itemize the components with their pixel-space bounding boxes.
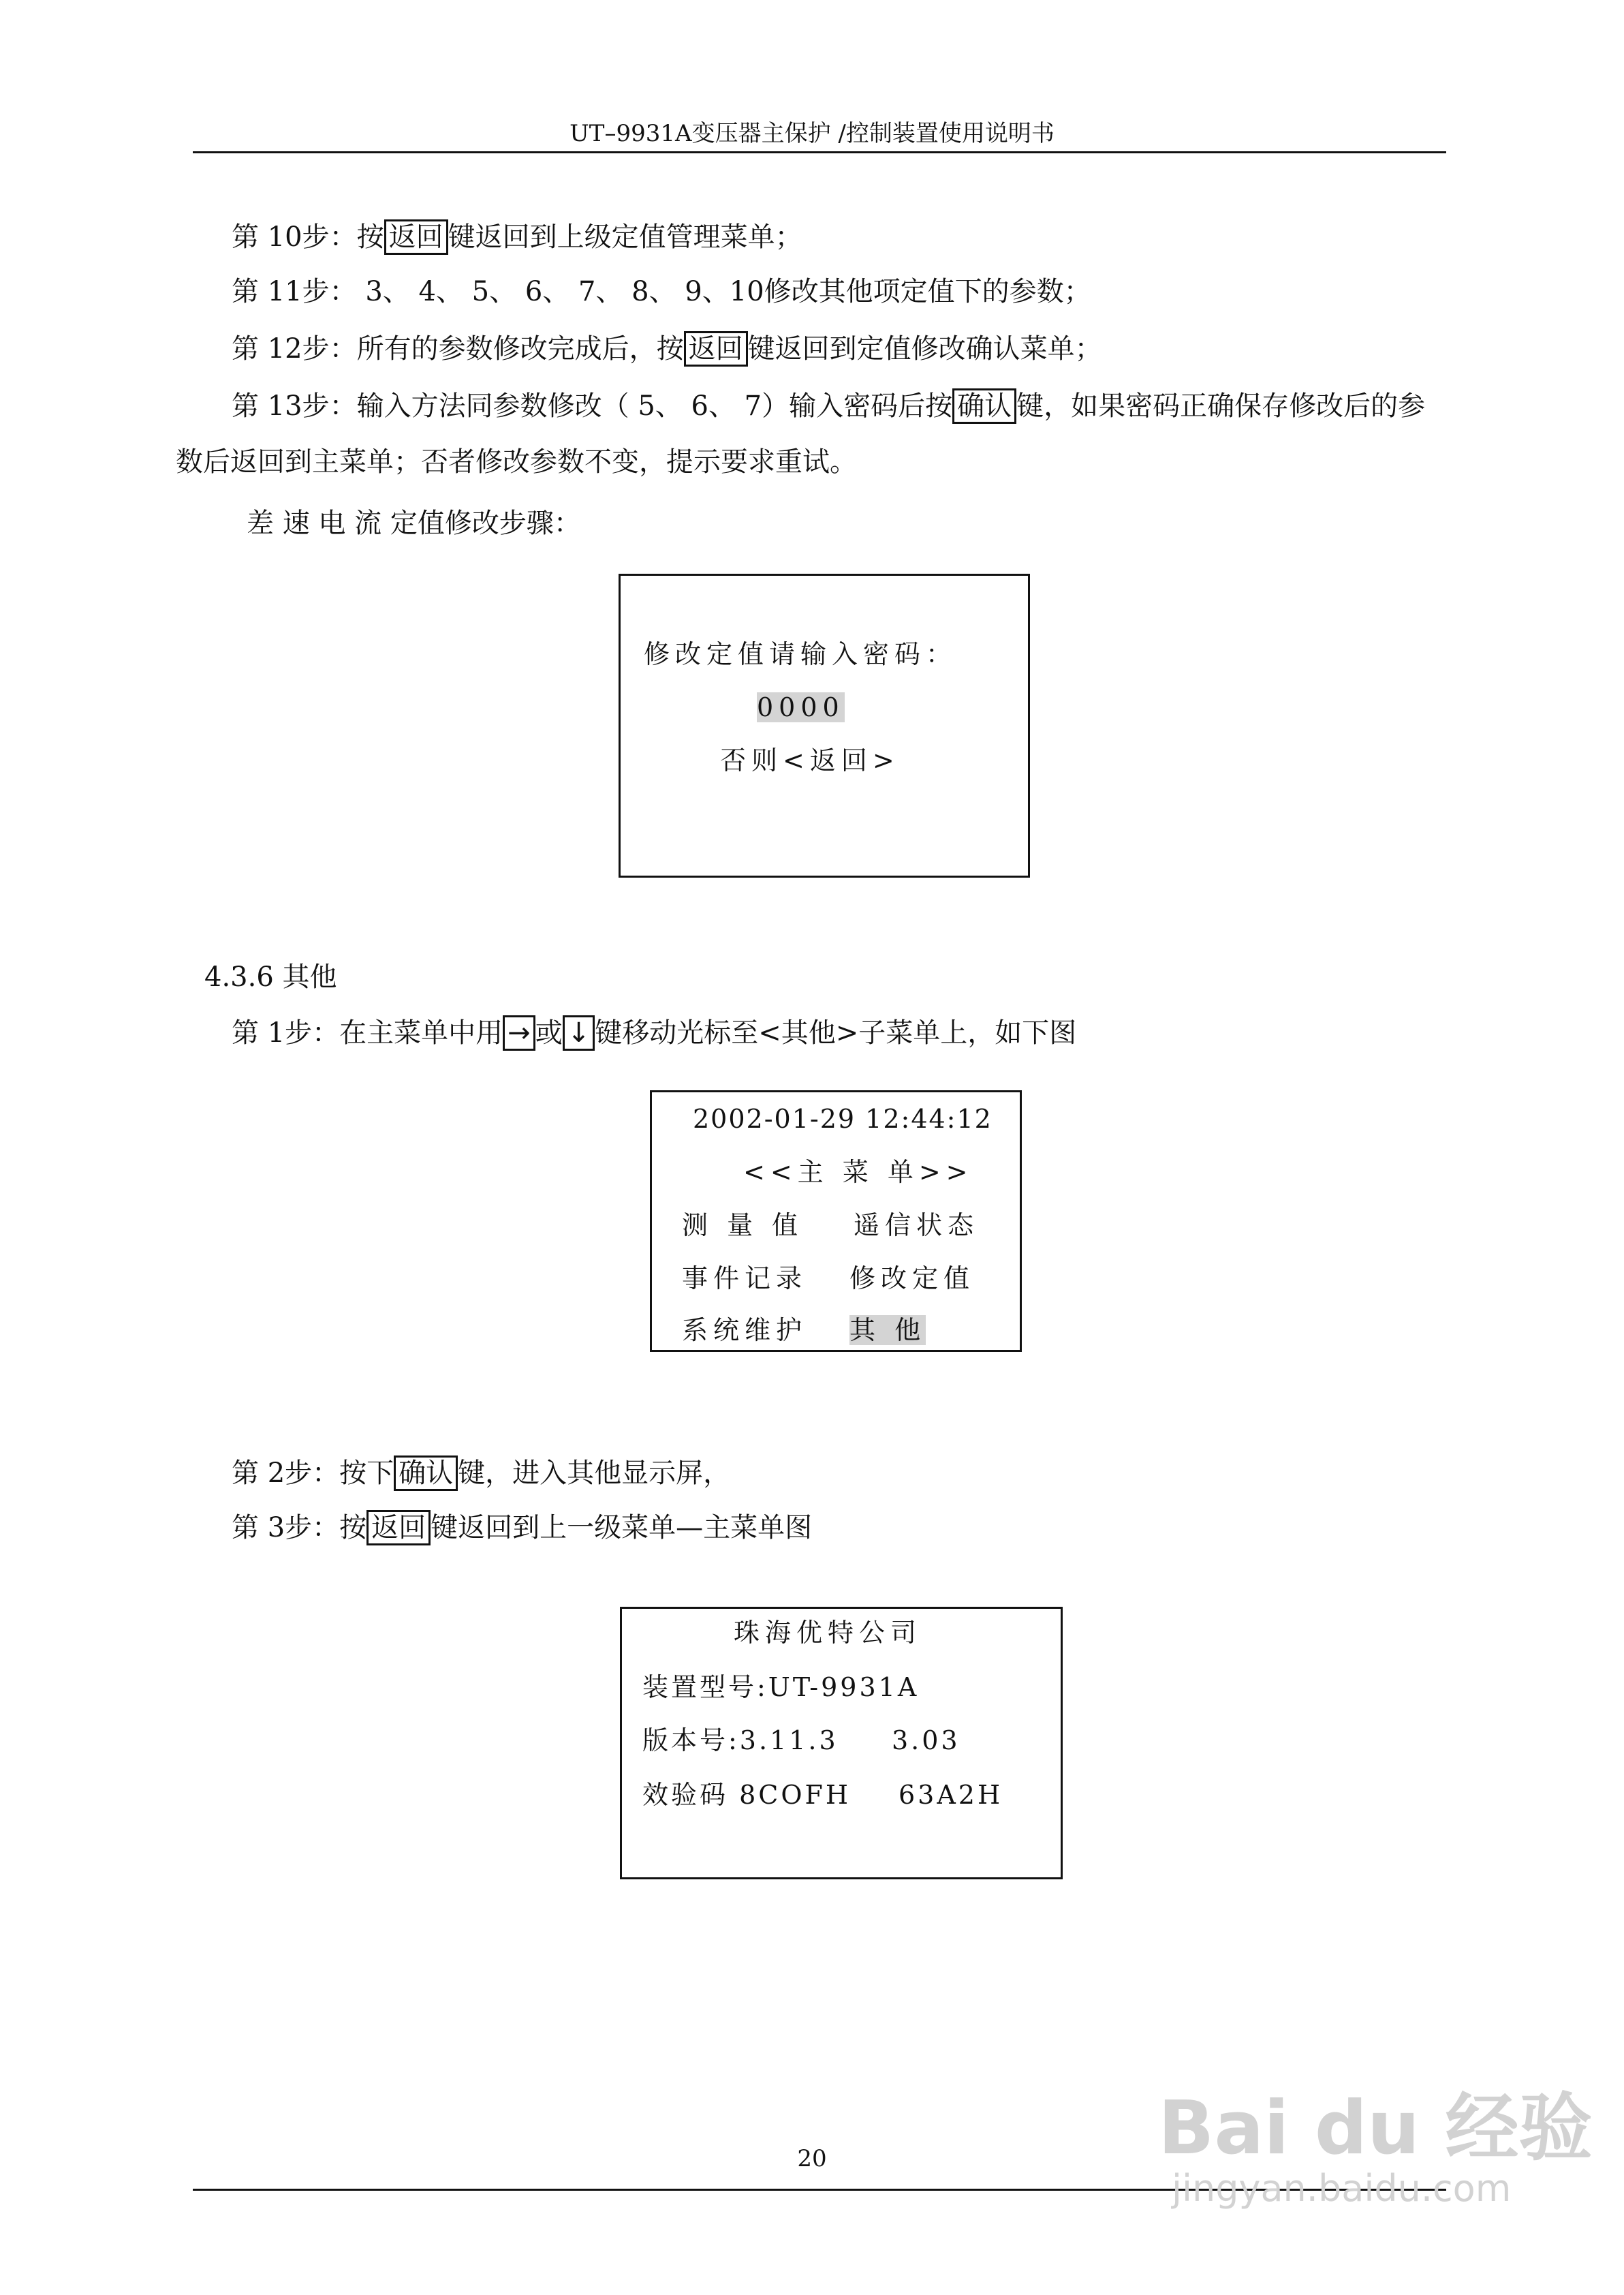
menu-title: <<主 菜 单>> (743, 1157, 973, 1187)
password-screen (619, 574, 1030, 878)
company-name: 珠海优特公司 (734, 1618, 922, 1648)
device-info-screen (620, 1607, 1063, 1879)
header-rule (193, 151, 1446, 153)
right-arrow-key-icon: → (503, 1015, 535, 1051)
step-1-pre: 第 1步：在主菜单中用 (232, 1017, 503, 1049)
step-10-pre: 第 10步：按 (232, 221, 384, 253)
step-2-post: 键，进入其他显示屏， (458, 1458, 731, 1489)
confirm-key-label: 确认 (952, 388, 1016, 424)
down-arrow-key-icon: ↓ (563, 1015, 595, 1051)
menu-item-measurements: 测 量 值 (682, 1210, 804, 1240)
step-2 (232, 1455, 730, 1491)
step-12-pre: 第 12步：所有的参数修改完成后，按 (232, 333, 684, 365)
step-10 (232, 219, 802, 255)
screen-datetime: 2002-01-29 12:44:12 (693, 1104, 993, 1134)
step-10-post: 键返回到上级定值管理菜单； (448, 221, 802, 253)
step-13-post: 键，如果密码正确保存修改后的参 (1016, 390, 1426, 422)
menu-item-other-selected (849, 1314, 926, 1346)
return-key-label: 返回 (384, 219, 448, 255)
page-number: 20 (797, 2145, 827, 2172)
password-value (757, 692, 845, 723)
step-12-post: 键返回到定值修改确认菜单； (747, 333, 1102, 365)
menu-item-other-label: 其 他 (849, 1315, 926, 1345)
menu-item-system-maintenance: 系统维护 (682, 1315, 808, 1345)
main-menu-screen (650, 1090, 1022, 1352)
step-3 (232, 1510, 812, 1545)
checksum-value: 63A2H (899, 1780, 1003, 1810)
checksum-label: 效验码 8COFH (642, 1780, 851, 1810)
password-prompt: 修改定值请输入密码： (644, 639, 958, 669)
step-13-pre: 第 13步：输入方法同参数修改（ 5、 6、 7）输入密码后按 (232, 390, 953, 422)
password-field: 0000 (757, 692, 845, 722)
version-value: 3.03 (892, 1725, 961, 1755)
menu-item-event-log: 事件记录 (682, 1263, 808, 1293)
baidu-watermark-url: jingyan.baidu.com (1172, 2167, 1512, 2210)
step-1-mid: 或 (535, 1017, 563, 1049)
step-2-pre: 第 2步：按下 (232, 1458, 394, 1489)
section-heading: 4.3.6 其他 (204, 961, 337, 993)
baidu-watermark-logo: Bai du 经验 (1158, 2086, 1593, 2171)
return-key-label: 返回 (366, 1510, 431, 1545)
step-11: 第 11步： 3、 4、 5、 6、 7、 8、 9、10修改其他项定值下的参数； (232, 276, 1091, 307)
step-13 (232, 388, 1425, 424)
step-1 (232, 1015, 1076, 1051)
diff-current-title: 差 速 电 流 定值修改步骤： (247, 508, 581, 539)
else-return-text: 否则<返回> (720, 745, 900, 775)
return-key-label: 返回 (684, 331, 748, 367)
menu-item-signal-status: 遥信状态 (854, 1210, 980, 1240)
device-model: 装置型号:UT-9931A (642, 1672, 920, 1702)
step-12 (232, 331, 1102, 367)
step-13-continuation: 数后返回到主菜单；否者修改参数不变，提示要求重试。 (176, 446, 857, 478)
step-3-pre: 第 3步：按 (232, 1512, 367, 1543)
menu-item-modify-settings: 修改定值 (849, 1263, 975, 1293)
version-label: 版本号:3.11.3 (642, 1725, 839, 1755)
document-header-title: UT–9931A变压器主保护 /控制装置使用说明书 (569, 120, 1055, 147)
step-1-post: 键移动光标至<其他>子菜单上，如下图 (595, 1017, 1077, 1049)
confirm-key-label: 确认 (394, 1455, 458, 1491)
step-3-post: 键返回到上一级菜单—主菜单图 (431, 1512, 813, 1543)
